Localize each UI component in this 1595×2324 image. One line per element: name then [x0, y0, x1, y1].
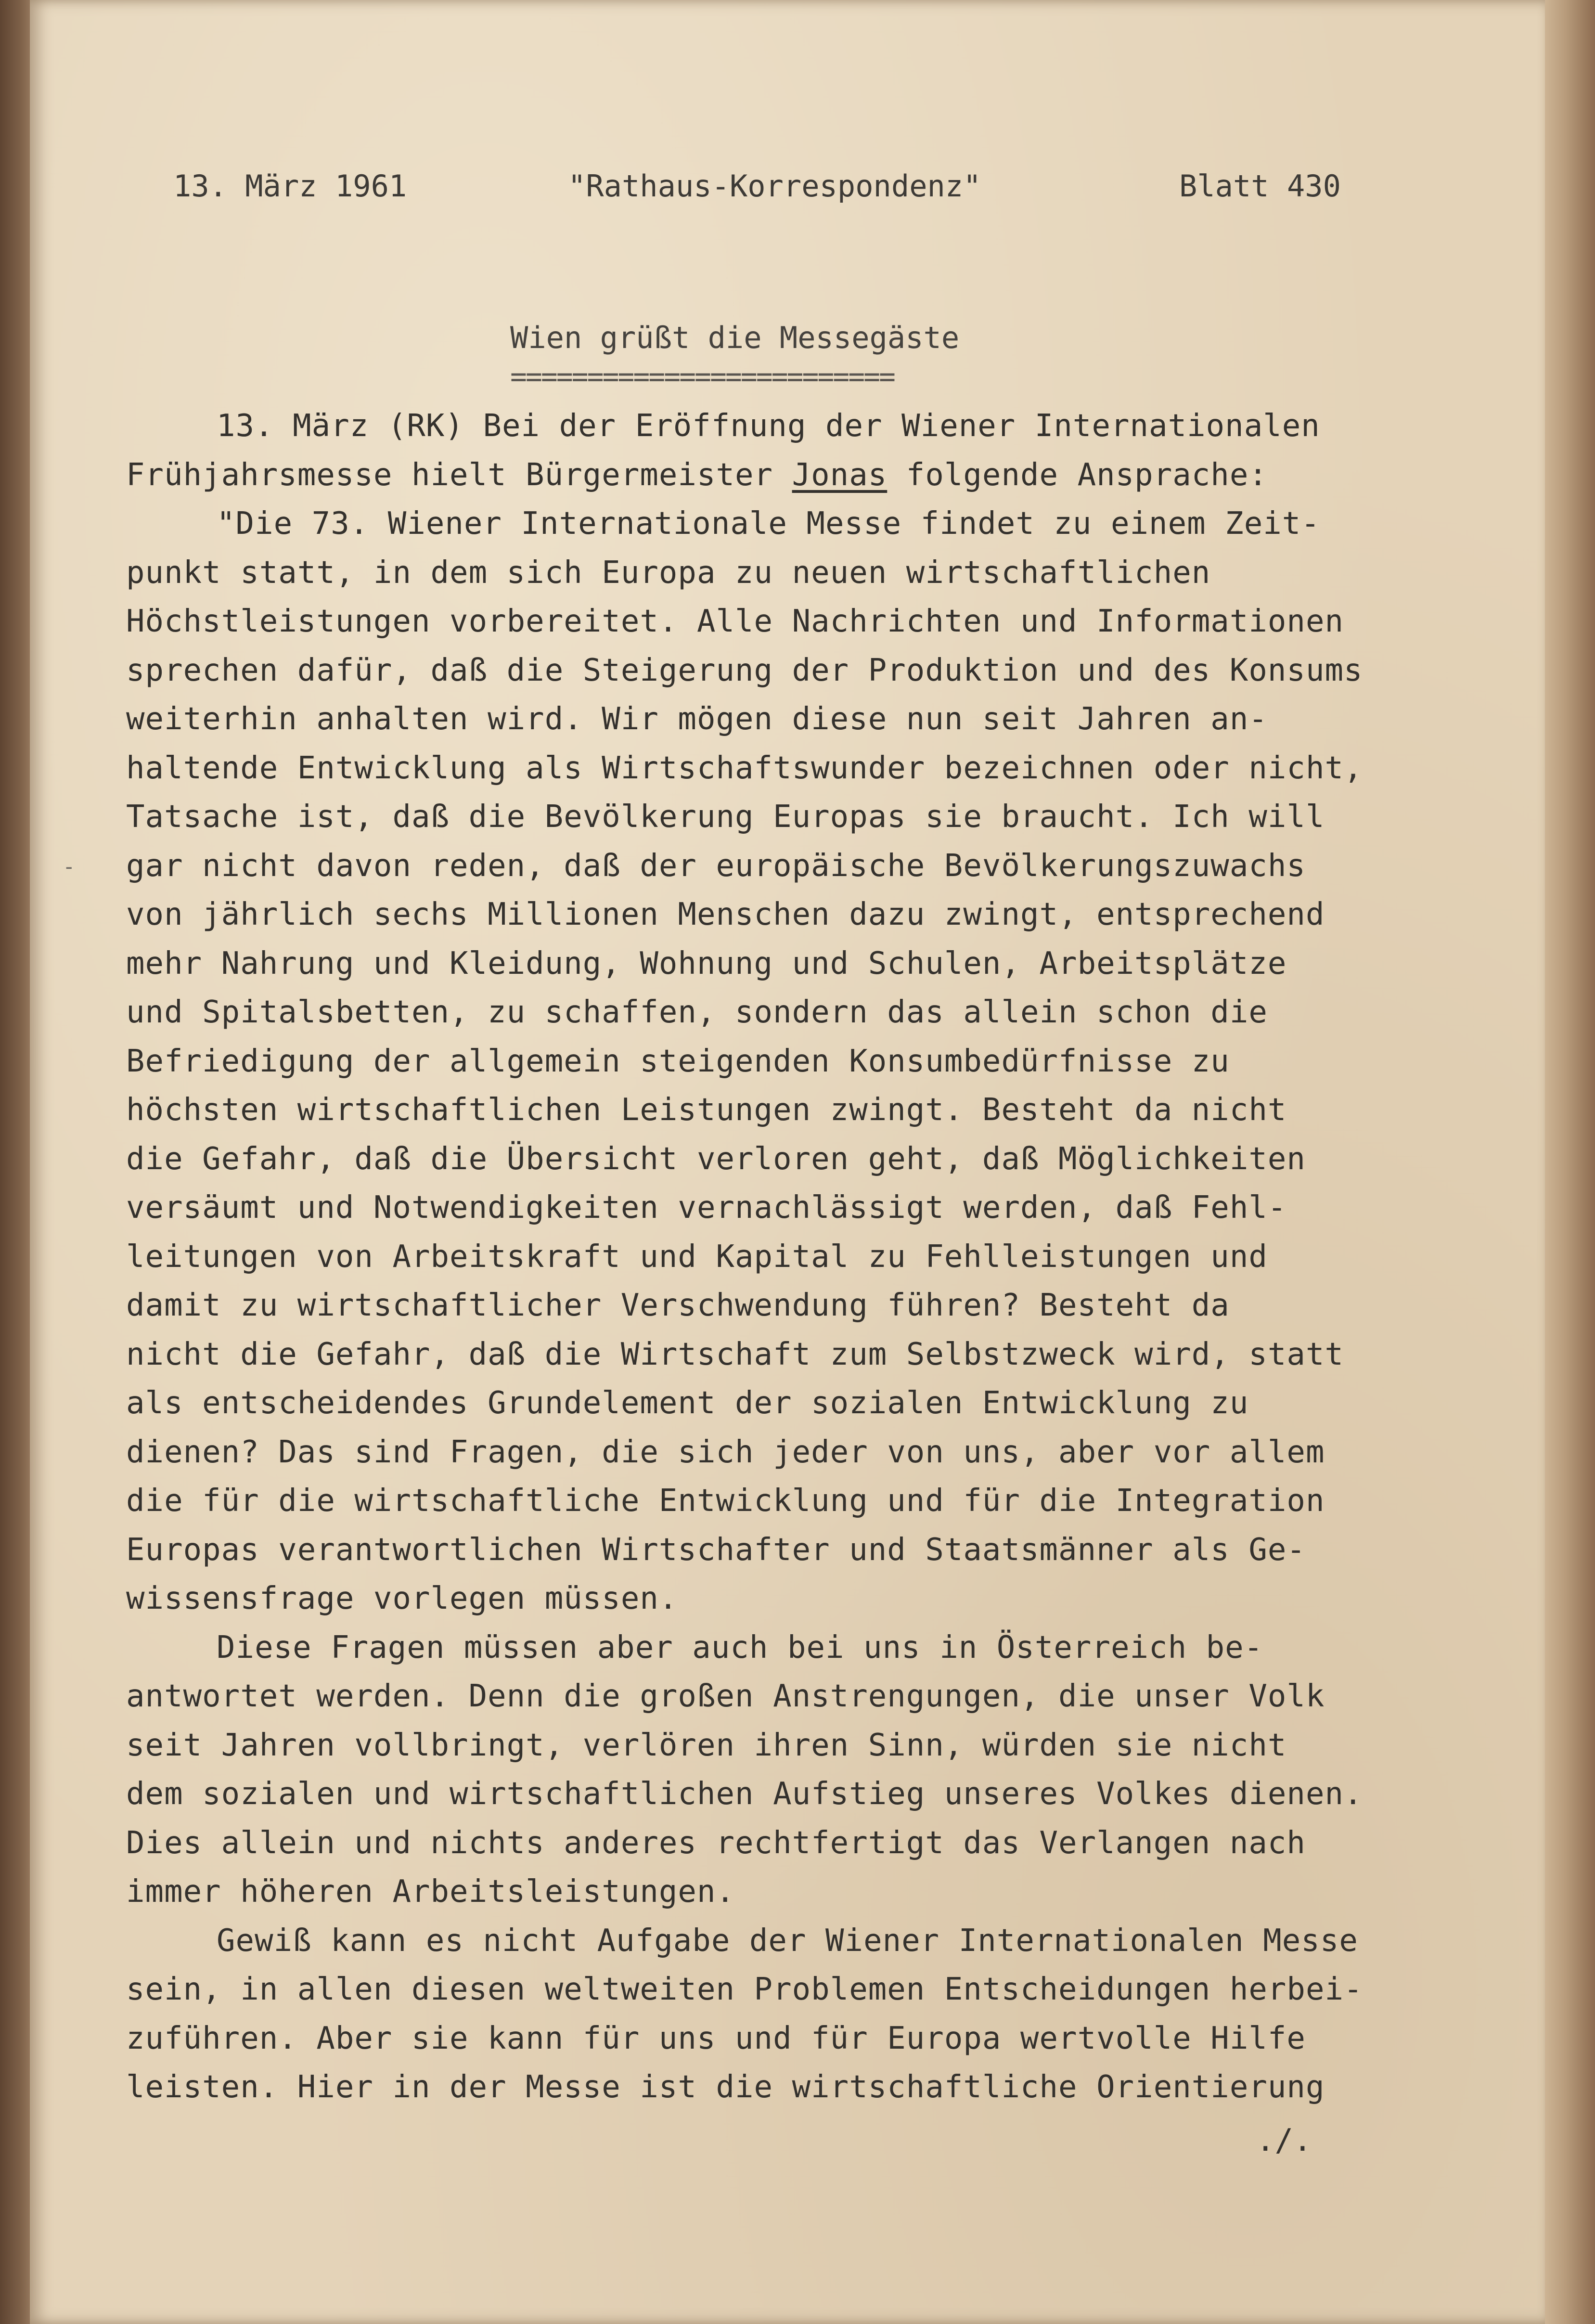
- text-line: als entscheidendes Grundelement der sozialen Entwicklung zu: [126, 1385, 1249, 1421]
- mayor-name: Jonas: [792, 457, 888, 493]
- text-line: weiterhin anhalten wird. Wir mögen diese nun seit Jahren an-: [126, 701, 1268, 737]
- text-line: Europas verantwortlichen Wirtschafter und Staatsmänner als Ge-: [126, 1532, 1306, 1568]
- text-line: immer höheren Arbeitsleistungen.: [126, 1874, 735, 1910]
- text-line: zuführen. Aber sie kann für uns und für Europa wertvolle Hilfe: [126, 2020, 1306, 2056]
- page-header: [87, 168, 1482, 217]
- title-underline-rule: =========================: [510, 360, 894, 393]
- header-source: "Rathaus-Korrespondenz": [568, 168, 981, 204]
- text-line: Tatsache ist, daß die Bevölkerung Europas sie braucht. Ich will: [126, 799, 1325, 835]
- text-line: haltende Entwicklung als Wirtschaftswunder bezeichnen oder nicht,: [126, 750, 1363, 786]
- text-line: leisten. Hier in der Messe ist die wirtschaftliche Orientierung: [126, 2069, 1325, 2105]
- text-line: sein, in allen diesen weltweiten Problemen Entscheidungen herbei-: [126, 1972, 1363, 2007]
- text-segment: folgende Ansprache:: [887, 457, 1268, 493]
- text-line: die für die wirtschaftliche Entwicklung und für die Integration: [126, 1483, 1325, 1519]
- text-line: leitungen von Arbeitskraft und Kapital zu Fehlleistungen und: [126, 1239, 1268, 1275]
- margin-mark: -: [63, 854, 76, 879]
- article-title: Wien grüßt die Messegäste: [510, 320, 960, 355]
- text-line: höchsten wirtschaftlichen Leistungen zwingt. Besteht da nicht: [126, 1092, 1287, 1128]
- text-line: versäumt und Notwendigkeiten vernachlässigt werden, daß Fehl-: [126, 1190, 1287, 1226]
- text-line: Diese Fragen müssen aber auch bei uns in Österreich be-: [217, 1629, 1263, 1666]
- text-line: Höchstleistungen vorbereitet. Alle Nachrichten und Informationen: [126, 604, 1344, 639]
- text-line: gar nicht davon reden, daß der europäische Bevölkerungszuwachs: [126, 848, 1306, 884]
- text-line: dienen? Das sind Fragen, die sich jeder von uns, aber vor allem: [126, 1434, 1325, 1470]
- text-line: nicht die Gefahr, daß die Wirtschaft zum Selbstzweck wird, statt: [126, 1336, 1344, 1372]
- text-line: und Spitalsbetten, zu schaffen, sondern das allein schon die: [126, 994, 1268, 1030]
- text-line: antwortet werden. Denn die großen Anstrengungen, die unser Volk: [126, 1678, 1325, 1714]
- text-line: [126, 451, 1454, 500]
- continuation-mark: ./.: [1256, 2123, 1312, 2158]
- header-sheet-number: Blatt 430: [1179, 168, 1341, 204]
- article-body: [126, 402, 1454, 2112]
- text-segment: Frühjahrsmesse hielt Bürgermeister: [126, 457, 792, 493]
- text-line: dem sozialen und wirtschaftlichen Aufstieg unseres Volkes dienen.: [126, 1776, 1363, 1812]
- text-line: wissensfrage vorlegen müssen.: [126, 1581, 678, 1616]
- book-spine-shadow: [0, 0, 34, 2324]
- text-line: "Die 73. Wiener Internationale Messe findet zu einem Zeit-: [217, 506, 1320, 542]
- page-stack-edge: [1545, 0, 1595, 2324]
- text-line: Dies allein und nichts anderes rechtfertigt das Verlangen nach: [126, 1825, 1306, 1861]
- text-line: Befriedigung der allgemein steigenden Konsumbedürfnisse zu: [126, 1043, 1230, 1079]
- text-line: die Gefahr, daß die Übersicht verloren geht, daß Möglichkeiten: [126, 1141, 1306, 1177]
- text-line: seit Jahren vollbringt, verlören ihren Sinn, würden sie nicht: [126, 1727, 1287, 1763]
- text-line: von jährlich sechs Millionen Menschen dazu zwingt, entsprechend: [126, 897, 1325, 932]
- text-line: punkt statt, in dem sich Europa zu neuen wirtschaftlichen: [126, 555, 1211, 591]
- text-line: sprechen dafür, daß die Steigerung der Produktion und des Konsums: [126, 652, 1363, 688]
- text-line: mehr Nahrung und Kleidung, Wohnung und Schulen, Arbeitsplätze: [126, 945, 1287, 981]
- header-date: 13. März 1961: [173, 168, 407, 204]
- text-line: 13. März (RK) Bei der Eröffnung der Wiener Internationalen: [217, 408, 1320, 444]
- text-line: damit zu wirtschaftlicher Verschwendung führen? Besteht da: [126, 1288, 1230, 1323]
- text-line: Gewiß kann es nicht Aufgabe der Wiener Internationalen Messe: [217, 1923, 1358, 1959]
